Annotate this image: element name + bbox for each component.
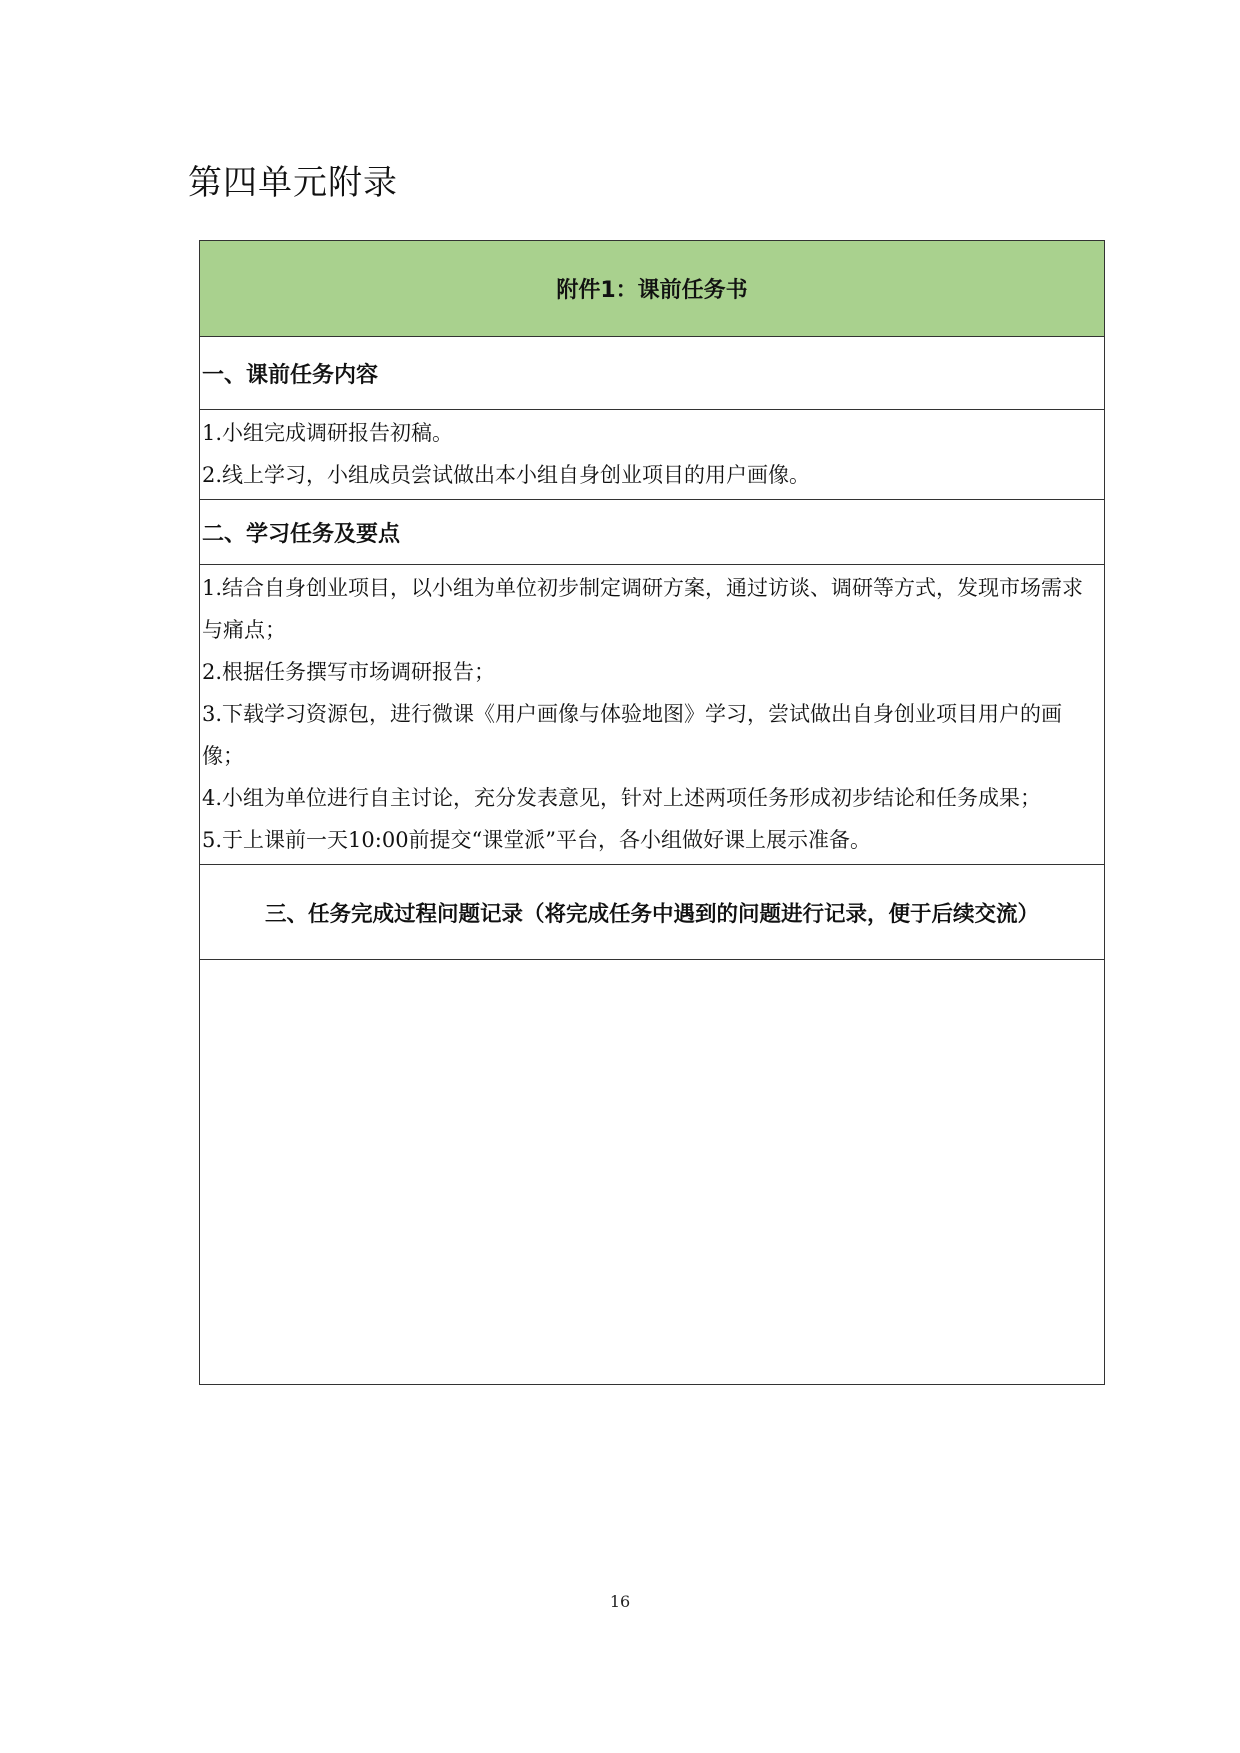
- table-header-cell: 附件1：课前任务书: [200, 241, 1105, 337]
- section-content-row: [200, 410, 1105, 500]
- problem-record-answer-cell[interactable]: [200, 960, 1105, 1385]
- section1-heading: 一、课前任务内容: [200, 337, 1105, 410]
- section2-content: [200, 565, 1105, 865]
- section2-line-1: 1.结合自身创业项目，以小组为单位初步制定调研方案，通过访谈、调研等方式，发现市场需求与痛点；: [202, 576, 1084, 642]
- section3-heading: 三、任务完成过程问题记录（将完成任务中遇到的问题进行记录，便于后续交流）: [200, 865, 1105, 960]
- section2-heading: 二、学习任务及要点: [200, 500, 1105, 565]
- task-sheet-table: [199, 240, 1105, 1385]
- section-content-row: [200, 565, 1105, 865]
- page-title: 第四单元附录: [188, 163, 398, 203]
- section2-line-4: 4.小组为单位进行自主讨论，充分发表意见，针对上述两项任务形成初步结论和任务成果；: [202, 786, 1042, 810]
- section-heading-row: [200, 865, 1105, 960]
- section2-line-3: 3.下载学习资源包，进行微课《用户画像与体验地图》学习，尝试做出自身创业项目用户的画像；: [202, 702, 1063, 768]
- section2-line-5: 5.于上课前一天10:00前提交“课堂派”平台，各小组做好课上展示准备。: [202, 828, 872, 852]
- answer-row: [200, 960, 1105, 1385]
- section1-line-1: 1.小组完成调研报告初稿。: [202, 421, 454, 445]
- section1-line-2: 2.线上学习，小组成员尝试做出本小组自身创业项目的用户画像。: [202, 463, 811, 487]
- section-heading-row: [200, 500, 1105, 565]
- page-number: 16: [609, 1592, 631, 1611]
- section2-line-2: 2.根据任务撰写市场调研报告；: [202, 660, 496, 684]
- section1-content: [200, 410, 1105, 500]
- table-header-row: [200, 241, 1105, 337]
- section-heading-row: [200, 337, 1105, 410]
